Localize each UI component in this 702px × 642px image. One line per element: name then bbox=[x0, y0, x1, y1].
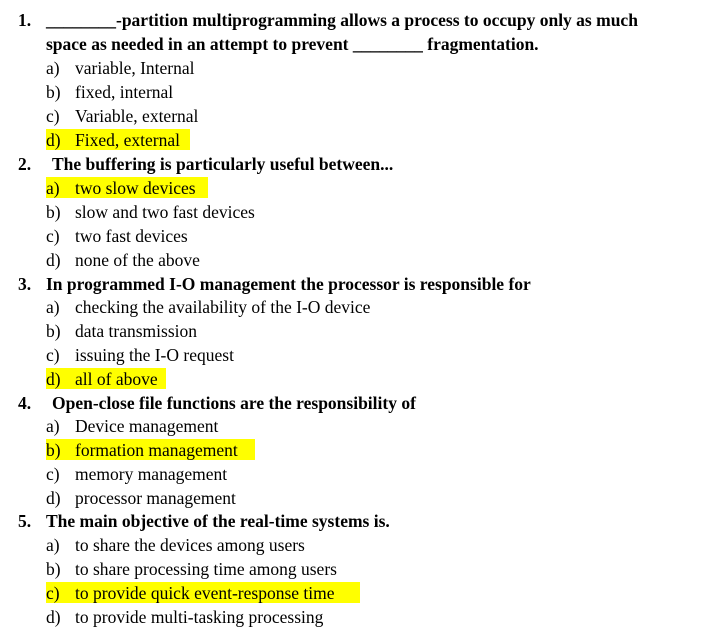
option-letter: a) bbox=[46, 178, 60, 198]
option-letter: d) bbox=[46, 250, 61, 270]
option-text: Variable, external bbox=[75, 106, 199, 126]
option-letter: d) bbox=[46, 130, 61, 150]
option-letter: d) bbox=[46, 369, 61, 389]
option-text: Device management bbox=[75, 416, 219, 436]
option-text: slow and two fast devices bbox=[75, 202, 255, 222]
question-text: The main objective of the real-time systems is. bbox=[46, 511, 390, 531]
option-letter: c) bbox=[46, 464, 60, 484]
option-text: two fast devices bbox=[75, 226, 188, 246]
question-number: 5. bbox=[18, 511, 32, 531]
option-text: to provide multi-tasking processing bbox=[75, 607, 324, 627]
option-text: Fixed, external bbox=[75, 130, 180, 150]
question-number: 1. bbox=[18, 10, 32, 30]
option-letter: c) bbox=[46, 106, 60, 126]
option-letter: b) bbox=[46, 559, 61, 579]
option-text: two slow devices bbox=[75, 178, 196, 198]
question-text: The buffering is particularly useful between... bbox=[52, 154, 394, 174]
option-text: processor management bbox=[75, 488, 236, 508]
option-text: issuing the I-O request bbox=[75, 345, 234, 365]
option-text: variable, Internal bbox=[75, 58, 195, 78]
option-text: data transmission bbox=[75, 321, 197, 341]
option-text: to share processing time among users bbox=[75, 559, 337, 579]
option-letter: a) bbox=[46, 297, 60, 317]
option-letter: d) bbox=[46, 488, 61, 508]
option-letter: b) bbox=[46, 321, 61, 341]
option-text: checking the availability of the I-O device bbox=[75, 297, 371, 317]
option-text: to share the devices among users bbox=[75, 535, 305, 555]
option-text: to provide quick event-response time bbox=[75, 583, 335, 603]
question-text: Open-close file functions are the responsibility of bbox=[52, 393, 416, 413]
question-text: In programmed I-O management the processor is responsible for bbox=[46, 274, 531, 294]
option-letter: a) bbox=[46, 535, 60, 555]
option-text: fixed, internal bbox=[75, 82, 174, 102]
question-number: 4. bbox=[18, 393, 32, 413]
option-text: all of above bbox=[75, 369, 158, 389]
question-number: 3. bbox=[18, 274, 32, 294]
option-letter: a) bbox=[46, 58, 60, 78]
option-letter: d) bbox=[46, 607, 61, 627]
question-number: 2. bbox=[18, 154, 32, 174]
option-letter: a) bbox=[46, 416, 60, 436]
question-text: space as needed in an attempt to prevent ________ fragmentation. bbox=[46, 34, 539, 54]
question-text: ________-partition multiprogramming allows a process to occupy only as much bbox=[46, 10, 638, 30]
option-text: none of the above bbox=[75, 250, 200, 270]
option-letter: b) bbox=[46, 202, 61, 222]
option-letter: b) bbox=[46, 82, 61, 102]
option-letter: c) bbox=[46, 583, 60, 603]
option-text: formation management bbox=[75, 440, 238, 460]
option-letter: c) bbox=[46, 345, 60, 365]
option-letter: c) bbox=[46, 226, 60, 246]
option-letter: b) bbox=[46, 440, 61, 460]
option-text: memory management bbox=[75, 464, 228, 484]
